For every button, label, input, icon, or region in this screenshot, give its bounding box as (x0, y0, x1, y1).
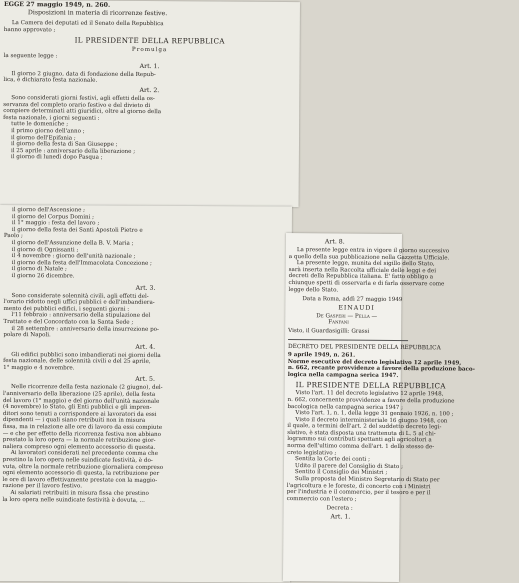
article-line: festa nazionale, i giorni seguenti : (3, 114, 100, 122)
article-heading: Art. 8. (324, 238, 345, 246)
list-item: il 25 aprile : anniversario della liberazione ; (10, 147, 136, 155)
article-line: fissa, ma in relazione alle ore di lavoro da essi compiute (2, 424, 163, 431)
article-line: prestato la loro opera — la normale retribuzione gior- (2, 437, 156, 445)
article-line: decreti della Repubblica italiana. E' fatto obbligo a (288, 273, 434, 281)
list-item: il giorno 26 dicembre. (11, 272, 75, 280)
list-item: il giorno della festa di San Giuseppe ; (10, 141, 118, 148)
article-line: Nelle ricorrenze della festa nazionale (2 giugno), del- (11, 384, 163, 392)
article-line: ditori sono tenuti a corrispondere ai lavoratori da essi (2, 410, 157, 418)
article-line: Sono considerate solennità civili, agli effetti del- (11, 292, 149, 300)
decree-line: Sentito il Consiglio dei Ministri ; (294, 469, 388, 477)
article-heading: Art. 1. (139, 62, 160, 70)
article-line: sarà inserta nella Raccolta ufficiale delle leggi e dei (288, 266, 437, 275)
article-heading: Art. 2. (139, 86, 160, 95)
co-signers: Fanfani (328, 319, 349, 326)
article-line: polare di Napoli. (3, 332, 51, 339)
article-line: Sono considerati giorni festivi, agli effetti della os- (11, 95, 155, 103)
section-title: IL PRESIDENTE DELLA REPUBBLICA (74, 35, 225, 46)
article-line: lica, è dichiarato festa nazionale. (3, 77, 98, 85)
list-item: il giorno dell'Assunzione della B. V. Maria ; (11, 240, 134, 247)
article-line: legge dello Stato. (288, 286, 339, 294)
date-line: Data a Roma, addì 27 maggio 1949 (302, 296, 403, 304)
decree-line: Visto l'art. 11 del decreto legislativo 12 aprile 1948, (295, 390, 444, 398)
article-line: — e che per effetto della ricorrenza festiva non abbiano (2, 430, 162, 438)
promulga-label: Promulga (131, 47, 168, 54)
article-line: razione per il lavoro festivo. (2, 483, 83, 490)
article-line: Ai lavoratori considerati nel precedente comma che (10, 450, 158, 458)
decree-line: Visto l'art. 1, n. 1, della legge 31 gennaio 1926, n. 100 ; (295, 410, 454, 418)
signer: EINAUDI (338, 304, 375, 312)
article-line: Gli edifici pubblici sono imbandierati nei giorni della (11, 351, 161, 359)
section-title: IL PRESIDENTE DELLA REPUBBLICA (295, 380, 446, 391)
decree-line: Visto il decreto interministeriale 16 giugno 1948, con (295, 416, 448, 425)
article-line: servanza del completo orario festivo e del divieto di (3, 101, 151, 109)
right-clipping (283, 233, 476, 582)
decree-line: Sulla proposta del Ministro Segretario di Stato per (294, 476, 440, 484)
decree-line: il quale, a termini dell'art. 2 del suddetto decreto legi- (287, 423, 442, 431)
article-line: mento dei pubblici edifici, i seguenti giorni : (3, 305, 130, 313)
law-subject: Disposizioni in materia di ricorrenze festive. (27, 9, 168, 18)
list-item: il giorno di Ognissanti ; (11, 246, 79, 253)
list-item: il 1° maggio : festa del lavoro ; (11, 220, 100, 227)
list-item: il primo giorno dell'anno ; (11, 128, 85, 135)
decree-line: Sentita la Corte dei conti ; (294, 456, 371, 463)
intro-line: La Camera dei deputati ed il Senato della Repubblica (11, 20, 164, 28)
list-item: il giorno di Natale ; (11, 266, 67, 273)
article-line: l'orario ridotto negli uffici pubblici e dell'imbandiera- (3, 299, 155, 306)
decree-desc: Norme esecutive del decreto legislativo 12 aprile 1949, (287, 358, 462, 367)
list-item: il 4 novembre : giorno dell'unità nazionale ; (11, 253, 136, 260)
article-line: la loro opera nelle suindicate festività è dovuta, ... (2, 496, 145, 504)
decree-line: commercio con l'estero ; (286, 495, 357, 503)
decreta-label: Decreta : (326, 505, 353, 512)
article-line: prestino la loro opera nelle suindicate festività, è do- (2, 457, 153, 464)
article-heading: Art. 3. (135, 284, 156, 292)
article-line: chiunque spetti di osservarla e di farla osservare come (288, 279, 445, 288)
article-heading: Art. 5. (135, 376, 155, 384)
article-line: vuta, oltre la normale retribuzione giornaliera compreso (2, 463, 164, 471)
article-line: 1° maggio e 4 novembre. (3, 364, 75, 372)
list-item: Paolo ; (3, 233, 23, 240)
list-item: il giorno della festa dei Santi Apostoli Pietro e (11, 226, 143, 234)
decree-line: logrammo sui contributi spettanti agli agricoltori a (287, 436, 432, 444)
co-signers: De Gasperi — Pella — (316, 313, 378, 320)
article-line: a quello della sua pubblicazione nella Gazzetta Ufficiale. (288, 253, 450, 262)
article-line: del lavoro (1° maggio) e del giorno dell'unità nazionale (2, 397, 160, 405)
article-line: La presente legge, munita del sigillo dello Stato, (296, 260, 435, 268)
article-line: compiere determinati atti giuridici, oltre al giorno della (3, 108, 162, 116)
intro-line: hanno approvato ; (3, 26, 56, 33)
article-line: il 28 settembre : anniversario della insurrezione po- (11, 325, 159, 333)
law-header: EGGE 27 maggio 1949, n. 260. (3, 1, 111, 9)
decree-line: per l'industria e il commercio, per il tesoro e per il (286, 489, 431, 497)
decree-date: 9 aprile 1949, n. 261. (287, 351, 356, 359)
left-clipping (0, 205, 292, 583)
article-line: Il giorno 2 giugno, data di fondazione della Repub- (11, 70, 156, 78)
article-line: Ai salariati retribuiti in misura fissa che prestino (10, 490, 149, 497)
article-line: (4 novembre) lo Stato, gli Enti pubblici e gli impren- (2, 404, 152, 412)
decree-desc: n. 662, recante provvidenze a favore della produzione baco- (287, 365, 476, 373)
list-item: il giorno dell'Ascensione ; (11, 207, 86, 214)
decree-line: slativo, è stata disposta una trattenuta di L. 5 al chi- (287, 429, 436, 438)
visto-line: Visto, il Guardasigilli: Grassi (288, 327, 370, 335)
decree-line: l'agricoltura e le foreste, di concerto con i Ministri (286, 482, 431, 490)
article-heading: Art. 4. (135, 343, 156, 351)
article-line: naliera compreso ogni elemento accessorio di questa. (2, 443, 156, 451)
divider (288, 339, 408, 341)
decree-line: creto legislativo ; (287, 449, 337, 457)
decree-title: DECRETO DEL PRESIDENTE DELLA REPUBBLICA (287, 343, 441, 351)
decree-line: norma dell'ultimo comma dell'art. 1 dello stesso de- (287, 443, 435, 451)
article-line: La presente legge entra in vigore il giorno successivo (296, 247, 450, 255)
list-item: il giorno del Corpus Domini ; (11, 213, 95, 221)
article-heading: Art. 1. (330, 513, 351, 521)
list-item: tutte le domeniche ; (11, 121, 69, 128)
decree-line: bacologica nella campagna serica 1947 ; (287, 403, 404, 411)
article-line: Trattato e del Concordato con la Santa Sede ; (3, 318, 134, 326)
decree-line: n. 662, concernente provvidenze a favore della produzione (287, 396, 455, 405)
list-item: il giorno dell'Epifania ; (11, 134, 76, 142)
seguente-label: la seguente legge : (3, 53, 58, 60)
list-item: il giorno di lunedì dopo Pasqua ; (10, 154, 103, 162)
article-line: ogni elemento accessorio di questa, la retribuzione per (2, 470, 160, 478)
list-item: il giorno della festa dell'Immacolata Concezione ; (11, 259, 152, 267)
article-line: festa nazionale, delle solennità civili e del 25 aprile, (3, 358, 151, 366)
top-clipping (0, 0, 300, 207)
article-line: le ore di lavoro effettivamente prestate con la maggio- (2, 476, 158, 484)
decree-desc: logica nella campagna serica 1947. (287, 371, 399, 379)
decree-line: Udito il parere del Consiglio di Stato ; (294, 462, 404, 470)
article-line: l'anniversario della liberazione (25 aprile), della festa (2, 391, 156, 398)
article-line: l'11 febbraio : anniversario della stipulazione del (11, 312, 151, 320)
article-line: dipendenti — i quali siano retribuiti non in misura (2, 417, 146, 425)
